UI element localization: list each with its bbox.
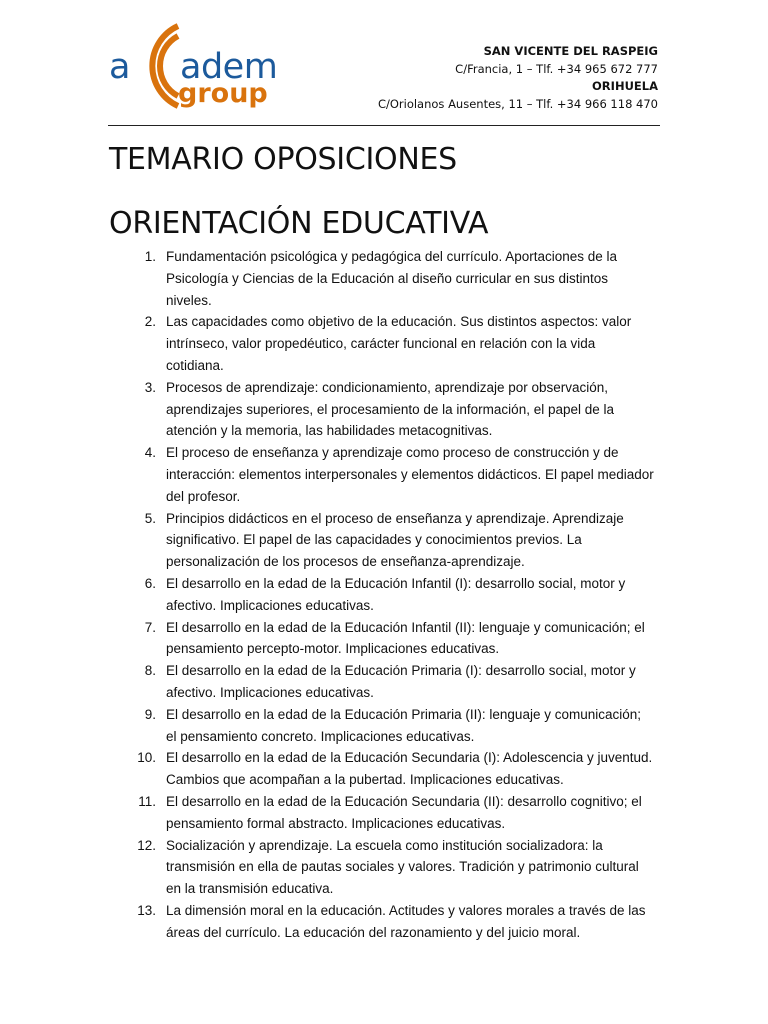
topic-number: 6.	[144, 575, 156, 591]
topic-item	[110, 617, 655, 661]
topic-number: 13.	[137, 902, 156, 918]
contact-city-2: ORIHUELA	[592, 79, 658, 93]
topic-number: 2.	[144, 314, 156, 330]
topic-text: El desarrollo en la edad de la Educación Primaria (I): desarrollo social, motor y afectivo. Implicaciones educativas.	[166, 663, 636, 700]
topic-item	[110, 508, 655, 573]
topic-text: Socialización y aprendizaje. La escuela como institución socializadora: la transmisión en ella de pautas sociales y valores. Tradición y patrimonio cultural en la transmisión educativa.	[166, 837, 639, 897]
topic-text: El desarrollo en la edad de la Educación Infantil (I): desarrollo social, motor y afectivo. Implicaciones educativas.	[166, 575, 626, 613]
academ-group-logo	[108, 20, 278, 112]
topic-text: El desarrollo en la edad de la Educación Primaria (II): lenguaje y comunicación; el pensamiento concreto. Implicaciones educativas.	[166, 706, 642, 744]
topic-text: El desarrollo en la edad de la Educación Infantil (II): lenguaje y comunicación; el pensamiento percepto-motor. Implicaciones educativas.	[166, 619, 645, 657]
topic-number: 5.	[144, 510, 156, 526]
contact-address-1: C/Francia, 1 – Tlf. +34 965 672 777	[455, 61, 658, 76]
topic-number: 8.	[144, 663, 156, 679]
topic-text: Procesos de aprendizaje: condicionamiento, aprendizaje por observación, aprendizajes superiores, el procesamiento de la información, el papel de la atención y la memoria, las habilidades metacognitivas.	[166, 379, 615, 439]
topic-item	[110, 704, 655, 748]
topic-item	[110, 573, 655, 617]
topic-item	[110, 835, 655, 900]
topic-item	[110, 660, 655, 704]
topic-number: 3.	[144, 379, 156, 395]
topic-number: 12.	[137, 837, 156, 853]
header-divider	[108, 125, 660, 126]
document-title: TEMARIO OPOSICIONES ORIENTACIÓN EDUCATIVA	[109, 142, 489, 241]
topic-number: 4.	[144, 445, 156, 461]
contact-address-2: C/Oriolanos Ausentes, 11 – Tlf. +34 966 118 470	[377, 96, 658, 111]
topic-item	[110, 246, 655, 311]
contact-block	[378, 43, 658, 113]
topic-text: La dimensión moral en la educación. Actitudes y valores morales a través de las áreas del currículo. La educación del razonamiento y del juicio moral.	[166, 902, 646, 940]
topic-text: Las capacidades como objetivo de la educación. Sus distintos aspectos: valor intrínseco, valor propedéutico, carácter funcional en relación con la vida cotidiana.	[166, 314, 632, 373]
topic-item	[110, 377, 655, 442]
topic-number: 7.	[144, 619, 156, 635]
topic-text: El proceso de enseñanza y aprendizaje como proceso de construcción y de interacción: elementos interpersonales y elementos didácticos. El papel mediador del profesor.	[166, 445, 654, 504]
topic-item	[110, 791, 655, 835]
logo-text-adem: adem	[180, 47, 278, 87]
topic-text: El desarrollo en la edad de la Educación Secundaria (II): desarrollo cognitivo; el pensamiento formal abstracto. Implicaciones educativas.	[166, 793, 642, 831]
topic-number: 11.	[138, 793, 156, 809]
logo-text-group: group	[178, 78, 268, 109]
topic-number: 10.	[137, 750, 156, 766]
topic-item	[110, 442, 655, 507]
contact-city-1: SAN VICENTE DEL RASPEIG	[483, 44, 658, 58]
topic-text: Fundamentación psicológica y pedagógica del currículo. Aportaciones de la Psicología y Ciencias de la Educación al diseño curricular en sus distintos niveles.	[166, 249, 618, 308]
topic-item	[110, 747, 655, 791]
topic-text: Principios didácticos en el proceso de enseñanza y aprendizaje. Aprendizaje significativo. El papel de las capacidades y conocimientos previos. La personalización de los procesos de enseñanza-aprendizaje.	[166, 510, 624, 570]
logo-text-a: a	[109, 47, 131, 87]
topic-number: 1.	[144, 249, 156, 264]
topic-item	[110, 900, 655, 944]
topic-text: El desarrollo en la edad de la Educación Secundaria (I): Adolescencia y juventud. Cambios que acompañan a la pubertad. Implicaciones educativas.	[166, 750, 653, 788]
topic-item	[110, 311, 655, 376]
topic-list	[110, 246, 655, 944]
topic-number: 9.	[144, 706, 156, 722]
